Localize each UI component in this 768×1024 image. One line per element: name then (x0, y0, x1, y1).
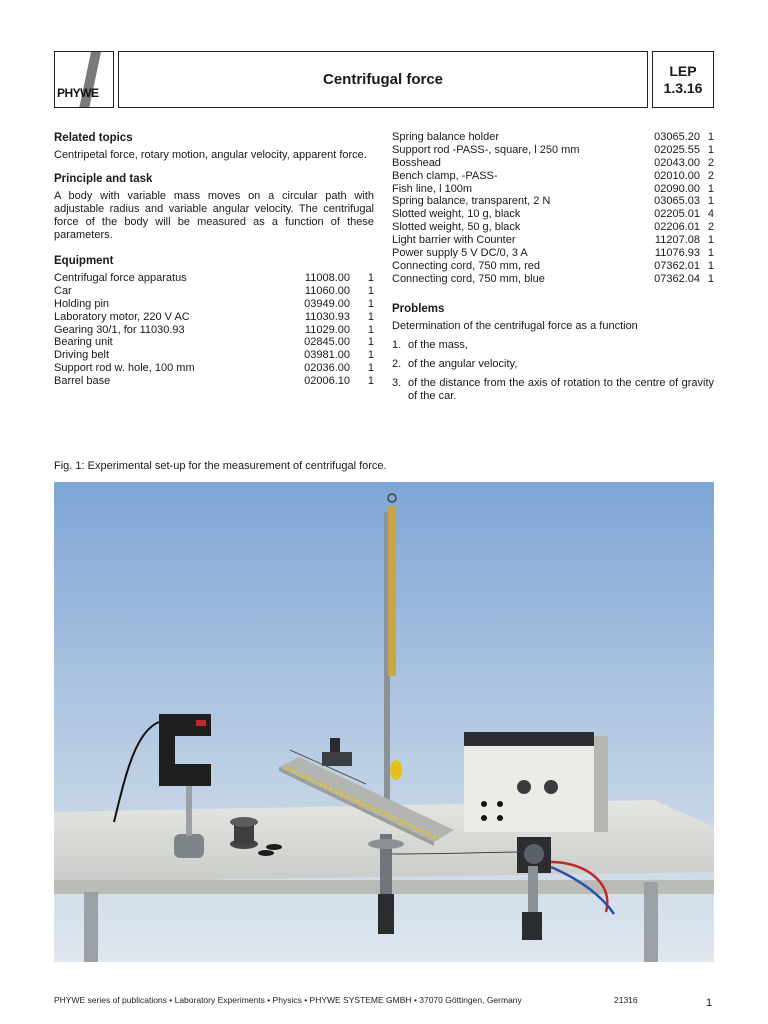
footer-publication: PHYWE series of publications • Laboratory Experiments • Physics • PHYWE SYSTEME GMBH • 37070 Göttingen, Germany (54, 995, 522, 1005)
equipment-name: Support rod w. hole, 100 mm (54, 362, 195, 375)
equipment-qty: 1 (367, 271, 374, 284)
equipment-row (54, 375, 374, 388)
equipment-name: Driving belt (54, 349, 110, 362)
equipment-row (54, 349, 374, 362)
equipment-code: 02043.00 (654, 156, 700, 169)
equipment-qty: 1 (367, 284, 374, 297)
equipment-row (392, 273, 714, 286)
equipment-qty: 1 (707, 246, 714, 259)
equipment-code: 02206.01 (654, 221, 700, 234)
problems-heading: Problems (392, 302, 445, 315)
equipment-name: Holding pin (54, 297, 110, 310)
equipment-list-right (392, 131, 714, 286)
equipment-qty: 1 (707, 272, 714, 285)
problem-number: 2. (392, 357, 402, 370)
equipment-qty: 1 (707, 143, 714, 156)
equipment-qty: 1 (707, 182, 714, 195)
problem-text: of the mass, (408, 338, 468, 351)
equipment-name: Support rod -PASS-, square, l 250 mm (392, 143, 580, 156)
equipment-row (54, 362, 374, 375)
problem-number: 1. (392, 338, 402, 351)
equipment-code: 03981.00 (304, 349, 350, 362)
equipment-row (392, 170, 714, 183)
page-title: Centrifugal force (322, 71, 443, 88)
list-item (392, 358, 714, 371)
equipment-name: Centrifugal force apparatus (54, 271, 187, 284)
equipment-name: Bosshead (392, 156, 441, 169)
equipment-code: 02845.00 (304, 336, 350, 349)
phywe-logo (54, 51, 114, 108)
equipment-row (54, 272, 374, 285)
equipment-name: Laboratory motor, 220 V AC (54, 310, 190, 323)
equipment-code: 02205.01 (654, 208, 700, 221)
equipment-qty: 1 (367, 323, 374, 336)
equipment-row (392, 183, 714, 196)
equipment-name: Gearing 30/1, for 11030.93 (54, 323, 185, 336)
lep-box (652, 51, 714, 108)
equipment-row (392, 144, 714, 157)
equipment-row (392, 234, 714, 247)
lep-number: 1.3.16 (663, 79, 703, 96)
equipment-code: 11008.00 (304, 271, 350, 284)
related-topics-heading: Related topics (54, 132, 133, 144)
equipment-code: 03065.20 (654, 130, 700, 143)
equipment-name: Fish line, l 100m (392, 182, 473, 195)
equipment-code: 07362.04 (654, 272, 700, 285)
equipment-qty: 1 (367, 362, 374, 375)
equipment-row (392, 221, 714, 234)
equipment-qty: 1 (367, 375, 374, 388)
equipment-name: Bearing unit (54, 336, 113, 349)
equipment-row (392, 157, 714, 170)
footer-code: 21316 (614, 995, 638, 1005)
experiment-photo (54, 482, 714, 962)
principle-text: A body with variable mass moves on a circular path with adjustable radius and variable angular velocity. The centrifugal force of the body will be measured as a function of these parameters. (54, 190, 374, 241)
equipment-name: Light barrier with Counter (392, 234, 516, 247)
equipment-qty: 1 (707, 234, 714, 247)
equipment-row (54, 298, 374, 311)
list-item (392, 377, 714, 403)
equipment-code: 11076.93 (654, 246, 700, 259)
equipment-name: Slotted weight, 10 g, black (392, 208, 521, 221)
problems-intro: Determination of the centrifugal force as a function (392, 319, 638, 332)
equipment-name: Slotted weight, 50 g, black (392, 221, 521, 234)
problem-number: 3. (392, 376, 402, 389)
problem-text: of the distance from the axis of rotation to the centre of gravity of the car. (408, 376, 714, 402)
equipment-row (392, 208, 714, 221)
equipment-qty: 1 (367, 349, 374, 362)
equipment-qty: 2 (707, 169, 714, 182)
equipment-code: 07362.01 (654, 259, 700, 272)
equipment-code: 02025.55 (654, 143, 700, 156)
experiment-setup-illustration (54, 482, 714, 962)
equipment-row (392, 260, 714, 273)
equipment-row (54, 311, 374, 324)
equipment-qty: 4 (707, 208, 714, 221)
equipment-code: 11060.00 (304, 284, 350, 297)
equipment-qty: 1 (707, 195, 714, 208)
problems-list (392, 339, 714, 403)
equipment-row (54, 285, 374, 298)
equipment-qty: 1 (367, 336, 374, 349)
equipment-name: Spring balance holder (392, 130, 500, 143)
equipment-code: 03065.03 (654, 195, 700, 208)
equipment-name: Spring balance, transparent, 2 N (392, 195, 551, 208)
equipment-qty: 2 (707, 156, 714, 169)
equipment-name: Connecting cord, 750 mm, red (392, 259, 540, 272)
equipment-name: Car (54, 284, 72, 297)
equipment-code: 11030.93 (304, 310, 350, 323)
equipment-name: Connecting cord, 750 mm, blue (392, 272, 545, 285)
equipment-name: Barrel base (54, 375, 111, 388)
related-topics-text: Centripetal force, rotary motion, angular velocity, apparent force. (54, 149, 367, 161)
logo-text: PHYWE (57, 86, 99, 100)
equipment-qty: 1 (367, 310, 374, 323)
equipment-code: 03949.00 (304, 297, 350, 310)
equipment-row (54, 324, 374, 337)
equipment-name: Bench clamp, -PASS- (392, 169, 498, 182)
equipment-name: Power supply 5 V DC/0, 3 A (392, 246, 528, 259)
equipment-code: 02036.00 (304, 362, 350, 375)
figure-caption: Fig. 1: Experimental set-up for the measurement of centrifugal force. (54, 460, 387, 472)
equipment-code: 02010.00 (654, 169, 700, 182)
lep-label: LEP (669, 62, 697, 79)
equipment-row (54, 336, 374, 349)
page-number: 1 (706, 997, 713, 1009)
equipment-list-left (54, 272, 374, 388)
equipment-qty: 2 (707, 221, 714, 234)
equipment-code: 11207.08 (654, 234, 700, 247)
list-item (392, 339, 714, 352)
equipment-row (392, 131, 714, 144)
problem-text: of the angular velocity, (408, 357, 518, 370)
equipment-code: 11029.00 (304, 323, 350, 336)
title-box (118, 51, 648, 108)
left-column (54, 131, 374, 388)
equipment-qty: 1 (367, 297, 374, 310)
equipment-heading: Equipment (54, 255, 114, 267)
equipment-row (392, 247, 714, 260)
equipment-code: 02006.10 (304, 375, 350, 388)
equipment-qty: 1 (707, 130, 714, 143)
equipment-row (392, 195, 714, 208)
equipment-code: 02090.00 (654, 182, 700, 195)
equipment-qty: 1 (707, 259, 714, 272)
right-column (392, 131, 714, 409)
principle-heading: Principle and task (54, 173, 153, 185)
